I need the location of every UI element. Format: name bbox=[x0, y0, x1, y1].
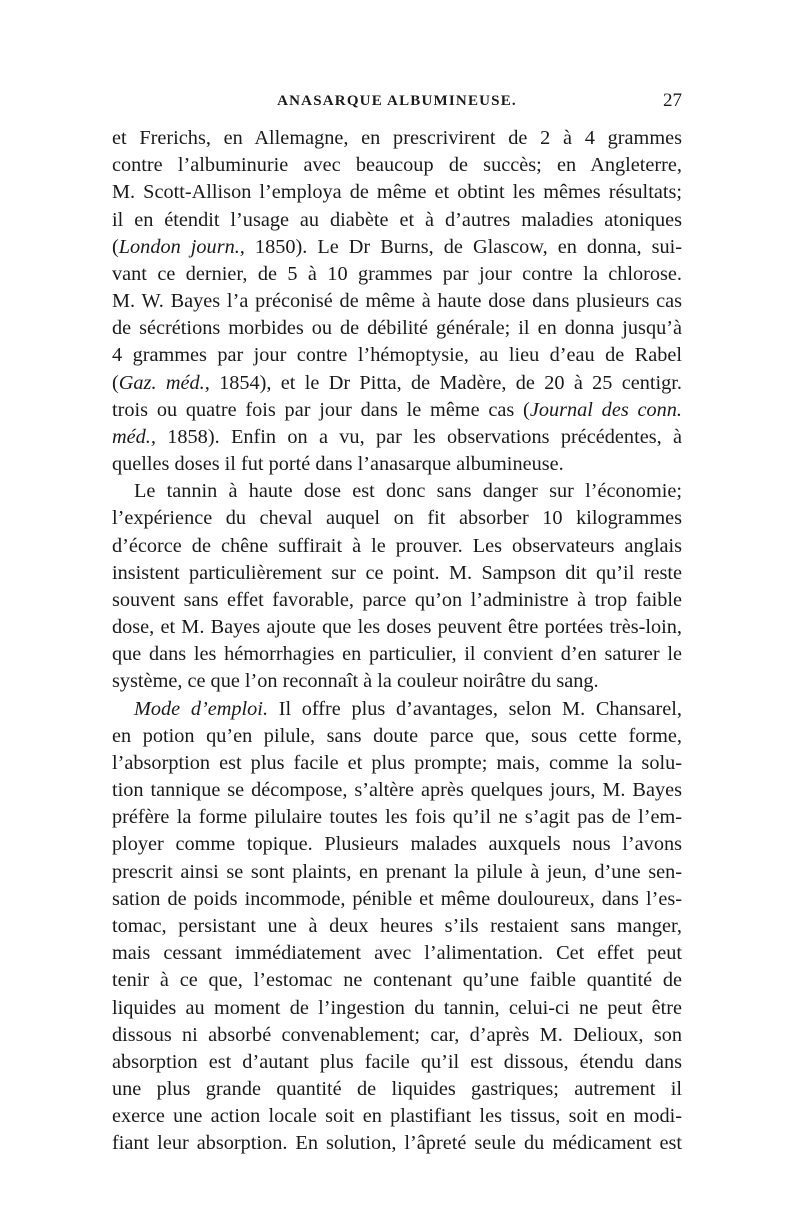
text-line: (Gaz. méd., 1854), et le Dr Pitta, de Madère, de 20 à 25 centigr. bbox=[112, 371, 682, 394]
text-line: et Frerichs, en Allemagne, en prescrivirent de 2 à 4 grammes bbox=[112, 127, 682, 149]
text-line: tenir à ce que, l’estomac ne contenant qu’une faible quantité de bbox=[112, 969, 682, 992]
text-line: de sécrétions morbides ou de débilité générale; il en donna jusqu’à bbox=[112, 317, 682, 340]
text-line: tion tannique se décompose, s’altère après quelques jours, M. Bayes bbox=[112, 779, 682, 802]
text-line: l’absorption est plus facile et plus prompte; mais, comme la solu- bbox=[112, 751, 682, 774]
text-line: tomac, persistant une à deux heures s’ils restaient sans manger, bbox=[112, 914, 682, 937]
text-line: absorption est d’autant plus facile qu’il est dissous, étendu dans bbox=[112, 1050, 682, 1073]
text-line: quelles doses il fut porté dans l’anasarque albumineuse. bbox=[112, 453, 564, 476]
text-line: mais cessant immédiatement avec l’alimentation. Cet effet peut bbox=[112, 942, 682, 965]
text-line: fiant leur absorption. En solution, l’âpreté seule du médicament est bbox=[112, 1132, 682, 1155]
body-text bbox=[112, 125, 682, 1158]
text-line: M. Scott-Allison l’employa de même et obtint les mêmes résultats; bbox=[112, 181, 682, 204]
text-line: ployer comme topique. Plusieurs malades auxquels nous l’avons bbox=[112, 833, 682, 856]
text-line: Mode d’emploi. Il offre plus d’avantages, selon M. Chansarel, bbox=[134, 697, 682, 720]
text-line: contre l’albuminurie avec beaucoup de succès; en Angleterre, bbox=[112, 154, 682, 177]
text-line: d’écorce de chêne suffirait à le prouver. Les observateurs anglais bbox=[112, 534, 682, 557]
text-line: vant ce dernier, de 5 à 10 grammes par jour contre la chlorose. bbox=[112, 262, 682, 285]
text-line: que dans les hémorrhagies en particulier, il convient d’en saturer le bbox=[112, 643, 682, 666]
citation-italic: London journ., bbox=[118, 235, 245, 258]
text-line: insistent particulièrement sur ce point. M. Sampson dit qu’il reste bbox=[112, 561, 682, 584]
text-line: l’expérience du cheval auquel on fit absorber 10 kilogrammes bbox=[112, 507, 682, 530]
text-line: dose, et M. Bayes ajoute que les doses peuvent être portées très-loin, bbox=[112, 616, 682, 639]
text-line: préfère la forme pilulaire toutes les fois qu’il ne s’agit pas de l’em- bbox=[112, 806, 682, 829]
text-line: trois ou quatre fois par jour dans le même cas (Journal des conn. bbox=[112, 398, 682, 421]
text-line: sation de poids incommode, pénible et même douloureux, dans l’es- bbox=[112, 887, 682, 910]
citation-italic: méd., bbox=[112, 425, 156, 448]
running-head bbox=[112, 90, 682, 117]
text-line: 4 grammes par jour contre l’hémoptysie, au lieu d’eau de Rabel bbox=[112, 344, 682, 367]
running-title: ANASARQUE ALBUMINEUSE. bbox=[277, 93, 517, 109]
text-line: système, ce que l’on reconnaît à la couleur noirâtre du sang. bbox=[112, 670, 599, 693]
text-line: (London journ., 1850). Le Dr Burns, de Glascow, en donna, sui- bbox=[112, 235, 682, 258]
text-line: il en étendit l’usage au diabète et à d’autres maladies atoniques bbox=[112, 208, 682, 231]
text-line: souvent sans effet favorable, parce qu’on l’administre à trop faible bbox=[112, 588, 682, 611]
page-number: 27 bbox=[663, 90, 682, 111]
text-line: dissous ni absorbé convenablement; car, d’après M. Delioux, son bbox=[112, 1023, 682, 1046]
citation-italic: Journal des conn. bbox=[529, 398, 682, 421]
citation-italic: Gaz. méd., bbox=[118, 371, 210, 394]
text-line: liquides au moment de l’ingestion du tannin, celui-ci ne peut être bbox=[112, 996, 682, 1019]
text-line: en potion qu’en pilule, sans doute parce que, sous cette forme, bbox=[112, 724, 682, 747]
text-line: Le tannin à haute dose est donc sans danger sur l’économie; bbox=[134, 480, 682, 503]
section-heading-italic: Mode d’emploi. bbox=[134, 697, 269, 720]
text-line: une plus grande quantité de liquides gastriques; autrement il bbox=[112, 1078, 682, 1101]
text-line: prescrit ainsi se sont plaints, en prenant la pilule à jeun, d’une sen- bbox=[112, 860, 682, 883]
text-line: méd., 1858). Enfin on a vu, par les observations précédentes, à bbox=[112, 425, 682, 448]
text-line: exerce une action locale soit en plastifiant les tissus, soit en modi- bbox=[112, 1105, 682, 1128]
text-line: M. W. Bayes l’a préconisé de même à haute dose dans plusieurs cas bbox=[112, 290, 682, 313]
